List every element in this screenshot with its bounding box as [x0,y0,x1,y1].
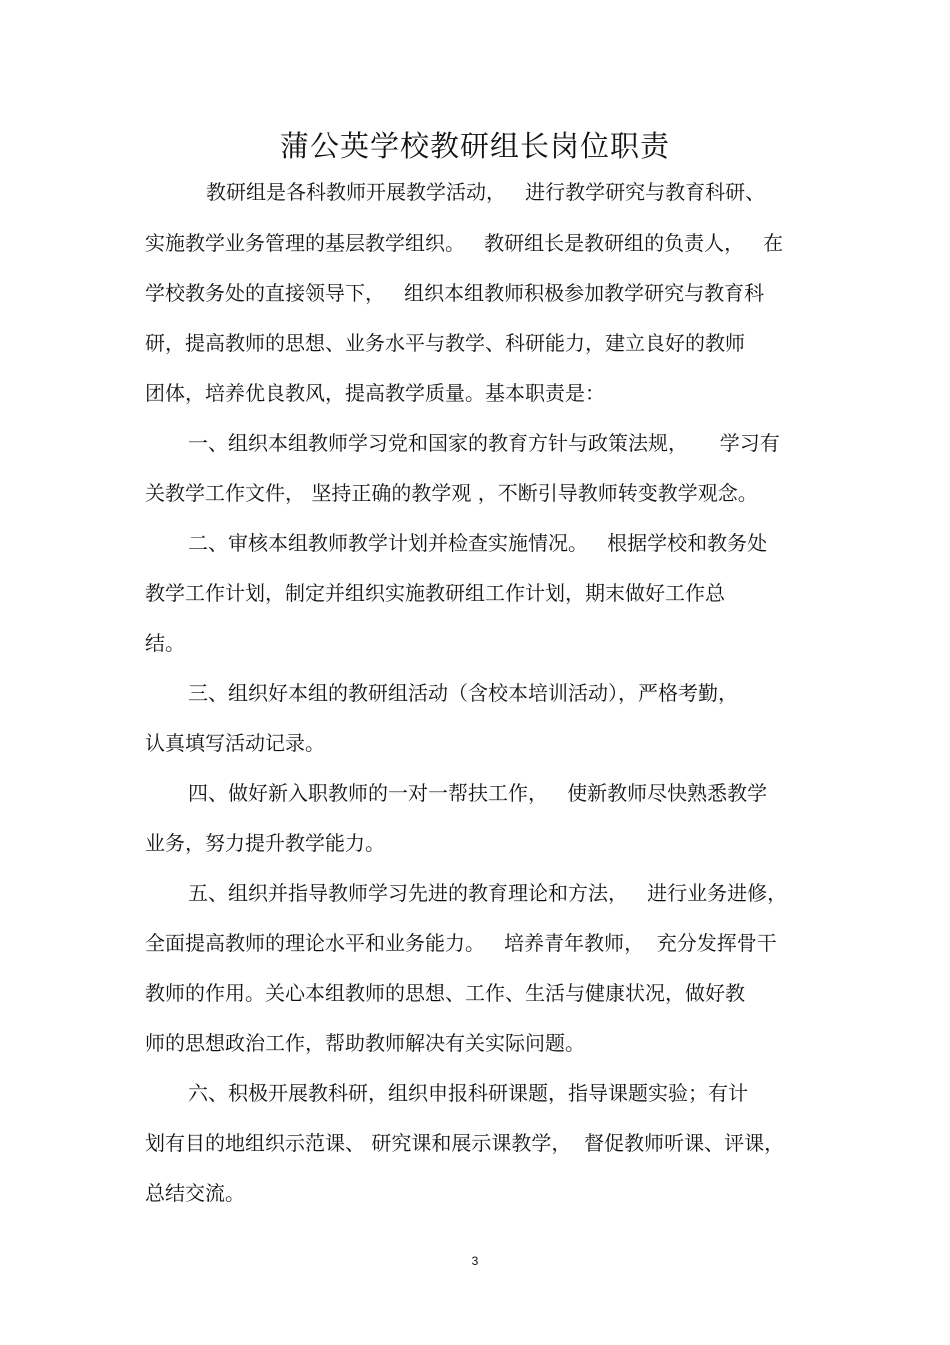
text-line: 实施教学业务管理的基层教学组织。 教研组长是教研组的负责人， 在 [145,231,784,255]
text-line: 教研组是各科教师开展教学活动， 进行教学研究与教育科研、 [206,180,766,204]
text-line: 三、组织好本组的教研组活动（含校本培训活动），严格考勤， [188,681,738,705]
text-line: 一、组织本组教师学习党和国家的教育方针与政策法规， 学习有 [188,431,780,455]
text-line: 师的思想政治工作，帮助教师解决有关实际问题。 [145,1031,585,1055]
text-line: 学校教务处的直接领导下， 组织本组教师积极参加教学研究与教育科 [145,281,765,305]
text-line: 二、审核本组教师教学计划并检查实施情况。 根据学校和教务处 [188,531,768,555]
text-line: 五、组织并指导教师学习先进的教育理论和方法， 进行业务进修， [188,881,788,905]
text-line: 关教学工作文件， 坚持正确的教学观 ，不断引导教师转变教学观念。 [145,481,758,505]
text-line: 教学工作计划，制定并组织实施教研组工作计划，期末做好工作总 [145,581,725,605]
text-line: 六、积极开展教科研，组织申报科研课题，指导课题实验；有计 [188,1081,748,1105]
text-line: 四、做好新入职教师的一对一帮扶工作， 使新教师尽快熟悉教学 [188,781,768,805]
text-line: 认真填写活动记录。 [145,731,325,755]
text-line: 业务，努力提升教学能力。 [145,831,385,855]
text-line: 团体，培养优良教风，提高教学质量。基本职责是： [145,381,605,405]
text-line: 教师的作用。关心本组教师的思想、工作、生活与健康状况，做好教 [145,981,745,1005]
text-line: 结。 [145,631,185,655]
text-line: 划有目的地组织示范课、 研究课和展示课教学， 督促教师听课、评课， [145,1131,785,1155]
page-number: 3 [471,1254,479,1268]
text-line: 全面提高教师的理论水平和业务能力。 培养青年教师， 充分发挥骨干 [145,931,777,955]
document-title: 蒲公英学校教研组长岗位职责 [279,129,670,163]
text-line: 总结交流。 [145,1181,245,1205]
text-line: 研，提高教师的思想、业务水平与教学、科研能力，建立良好的教师 [145,331,745,355]
